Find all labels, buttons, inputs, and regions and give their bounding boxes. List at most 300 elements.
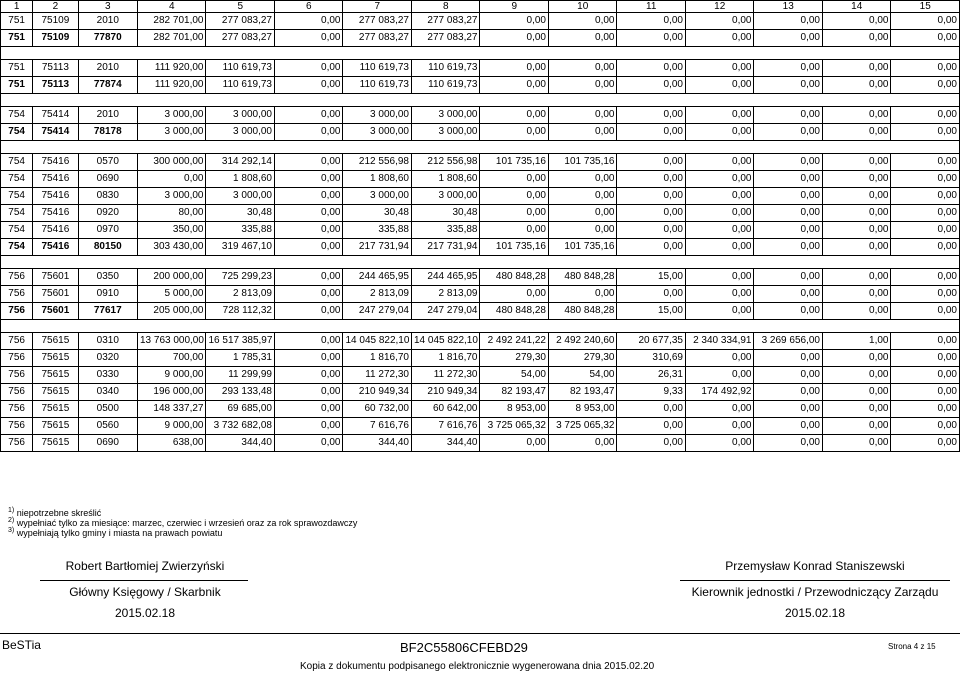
separator-cell <box>1 320 960 333</box>
amount-cell: 0,00 <box>480 435 549 452</box>
amount-cell: 101 735,16 <box>480 239 549 256</box>
amount-cell: 0,00 <box>274 13 343 30</box>
column-number-cell: 4 <box>137 1 206 13</box>
amount-cell: 0,00 <box>274 77 343 94</box>
paragraf-cell: 0320 <box>78 350 137 367</box>
column-number-cell: 10 <box>548 1 617 13</box>
amount-cell: 13 763 000,00 <box>137 333 206 350</box>
column-number-cell: 15 <box>891 1 960 13</box>
amount-cell: 0,00 <box>891 384 960 401</box>
amount-cell: 0,00 <box>754 384 823 401</box>
dzial-cell: 754 <box>1 188 33 205</box>
paragraf-cell: 0340 <box>78 384 137 401</box>
dzial-cell: 754 <box>1 154 33 171</box>
table-row <box>1 286 960 303</box>
paragraf-cell: 2010 <box>78 13 137 30</box>
rozdzial-cell: 75601 <box>33 269 78 286</box>
amount-cell: 0,00 <box>617 401 686 418</box>
amount-cell: 344,40 <box>411 435 480 452</box>
amount-cell: 0,00 <box>754 269 823 286</box>
column-number-cell: 12 <box>685 1 754 13</box>
dzial-cell: 751 <box>1 13 33 30</box>
rozdzial-cell: 75615 <box>33 401 78 418</box>
amount-cell: 3 000,00 <box>343 107 412 124</box>
rozdzial-cell: 75113 <box>33 60 78 77</box>
amount-cell: 0,00 <box>548 60 617 77</box>
amount-cell: 0,00 <box>274 205 343 222</box>
amount-cell: 0,00 <box>685 350 754 367</box>
amount-cell: 0,00 <box>822 269 891 286</box>
left-signer-name: Robert Bartłomiej Zwierzyński <box>65 559 225 573</box>
amount-cell: 0,00 <box>480 30 549 47</box>
amount-cell: 0,00 <box>548 13 617 30</box>
column-number-cell: 13 <box>754 1 823 13</box>
amount-cell: 0,00 <box>617 77 686 94</box>
dzial-cell: 756 <box>1 435 33 452</box>
table-row <box>1 60 960 77</box>
amount-cell: 0,00 <box>822 384 891 401</box>
amount-cell: 0,00 <box>274 303 343 320</box>
amount-cell: 212 556,98 <box>411 154 480 171</box>
amount-cell: 0,00 <box>685 367 754 384</box>
amount-cell: 0,00 <box>891 333 960 350</box>
amount-cell: 335,88 <box>411 222 480 239</box>
dzial-cell: 756 <box>1 286 33 303</box>
amount-cell: 0,00 <box>754 154 823 171</box>
amount-cell: 9 000,00 <box>137 418 206 435</box>
amount-cell: 0,00 <box>891 269 960 286</box>
amount-cell: 0,00 <box>617 222 686 239</box>
table-row-total <box>1 239 960 256</box>
amount-cell: 335,88 <box>206 222 275 239</box>
amount-cell: 0,00 <box>754 401 823 418</box>
rozdzial-cell: 75416 <box>33 239 78 256</box>
amount-cell: 0,00 <box>480 171 549 188</box>
rozdzial-cell: 75615 <box>33 367 78 384</box>
table-row <box>1 13 960 30</box>
amount-cell: 728 112,32 <box>206 303 275 320</box>
amount-cell: 303 430,00 <box>137 239 206 256</box>
amount-cell: 9,33 <box>617 384 686 401</box>
amount-cell: 0,00 <box>891 239 960 256</box>
amount-cell: 0,00 <box>685 239 754 256</box>
amount-cell: 14 045 822,10 <box>411 333 480 350</box>
dzial-cell: 751 <box>1 77 33 94</box>
amount-cell: 3 000,00 <box>206 124 275 141</box>
amount-cell: 0,00 <box>480 286 549 303</box>
amount-cell: 0,00 <box>822 286 891 303</box>
amount-cell: 0,00 <box>685 154 754 171</box>
amount-cell: 110 619,73 <box>206 77 275 94</box>
amount-cell: 0,00 <box>822 239 891 256</box>
amount-cell: 0,00 <box>274 384 343 401</box>
amount-cell: 0,00 <box>274 239 343 256</box>
amount-cell: 3 725 065,32 <box>548 418 617 435</box>
table-row <box>1 107 960 124</box>
paragraf-cell: 78178 <box>78 124 137 141</box>
amount-cell: 82 193,47 <box>548 384 617 401</box>
amount-cell: 0,00 <box>754 303 823 320</box>
amount-cell: 3 000,00 <box>206 107 275 124</box>
table-row <box>1 384 960 401</box>
paragraf-cell: 0570 <box>78 154 137 171</box>
paragraf-cell: 2010 <box>78 107 137 124</box>
amount-cell: 0,00 <box>274 269 343 286</box>
amount-cell: 0,00 <box>548 77 617 94</box>
amount-cell: 54,00 <box>548 367 617 384</box>
amount-cell: 0,00 <box>891 154 960 171</box>
paragraf-cell: 0560 <box>78 418 137 435</box>
amount-cell: 1 816,70 <box>411 350 480 367</box>
amount-cell: 3 000,00 <box>343 188 412 205</box>
amount-cell: 344,40 <box>206 435 275 452</box>
table-row-total <box>1 30 960 47</box>
amount-cell: 11 299,99 <box>206 367 275 384</box>
footer-app-name: BeSTia <box>2 638 41 652</box>
amount-cell: 0,00 <box>480 77 549 94</box>
amount-cell: 0,00 <box>754 435 823 452</box>
amount-cell: 277 083,27 <box>411 30 480 47</box>
amount-cell: 0,00 <box>480 60 549 77</box>
amount-cell: 0,00 <box>822 418 891 435</box>
amount-cell: 0,00 <box>685 171 754 188</box>
amount-cell: 0,00 <box>822 435 891 452</box>
amount-cell: 16 517 385,97 <box>206 333 275 350</box>
dzial-cell: 756 <box>1 269 33 286</box>
amount-cell: 0,00 <box>822 350 891 367</box>
amount-cell: 217 731,94 <box>343 239 412 256</box>
amount-cell: 0,00 <box>685 205 754 222</box>
amount-cell: 110 619,73 <box>411 77 480 94</box>
amount-cell: 110 619,73 <box>343 77 412 94</box>
amount-cell: 1 808,60 <box>206 171 275 188</box>
amount-cell: 0,00 <box>754 286 823 303</box>
column-number-cell: 5 <box>206 1 275 13</box>
amount-cell: 0,00 <box>617 124 686 141</box>
amount-cell: 0,00 <box>274 286 343 303</box>
column-number-cell: 6 <box>274 1 343 13</box>
dzial-cell: 754 <box>1 239 33 256</box>
dzial-cell: 754 <box>1 124 33 141</box>
right-signer-date: 2015.02.18 <box>784 606 846 620</box>
amount-cell: 480 848,28 <box>480 269 549 286</box>
rozdzial-cell: 75109 <box>33 30 78 47</box>
column-number-cell: 2 <box>33 1 78 13</box>
group-separator-row <box>1 141 960 154</box>
amount-cell: 15,00 <box>617 269 686 286</box>
amount-cell: 0,00 <box>548 222 617 239</box>
table-row <box>1 350 960 367</box>
amount-cell: 174 492,92 <box>685 384 754 401</box>
table-row <box>1 205 960 222</box>
amount-cell: 0,00 <box>685 13 754 30</box>
amount-cell: 310,69 <box>617 350 686 367</box>
rozdzial-cell: 75414 <box>33 107 78 124</box>
amount-cell: 0,00 <box>480 205 549 222</box>
amount-cell: 110 619,73 <box>411 60 480 77</box>
amount-cell: 0,00 <box>548 435 617 452</box>
amount-cell: 11 272,30 <box>411 367 480 384</box>
rozdzial-cell: 75601 <box>33 286 78 303</box>
amount-cell: 344,40 <box>343 435 412 452</box>
amount-cell: 0,00 <box>685 418 754 435</box>
amount-cell: 0,00 <box>822 77 891 94</box>
amount-cell: 0,00 <box>617 154 686 171</box>
dzial-cell: 754 <box>1 171 33 188</box>
table-row <box>1 435 960 452</box>
amount-cell: 2 813,09 <box>343 286 412 303</box>
amount-cell: 0,00 <box>822 401 891 418</box>
amount-cell: 480 848,28 <box>548 269 617 286</box>
amount-cell: 0,00 <box>274 367 343 384</box>
rozdzial-cell: 75416 <box>33 205 78 222</box>
amount-cell: 0,00 <box>891 401 960 418</box>
amount-cell: 0,00 <box>891 350 960 367</box>
dzial-cell: 754 <box>1 222 33 239</box>
amount-cell: 3 725 065,32 <box>480 418 549 435</box>
amount-cell: 0,00 <box>480 13 549 30</box>
amount-cell: 277 083,27 <box>343 13 412 30</box>
amount-cell: 110 619,73 <box>206 60 275 77</box>
amount-cell: 200 000,00 <box>137 269 206 286</box>
left-signer-date: 2015.02.18 <box>114 606 176 620</box>
amount-cell: 0,00 <box>548 205 617 222</box>
rozdzial-cell: 75615 <box>33 333 78 350</box>
amount-cell: 0,00 <box>274 350 343 367</box>
amount-cell: 0,00 <box>685 107 754 124</box>
paragraf-cell: 77874 <box>78 77 137 94</box>
group-separator-row <box>1 47 960 60</box>
amount-cell: 277 083,27 <box>206 13 275 30</box>
amount-cell: 0,00 <box>754 367 823 384</box>
amount-cell: 0,00 <box>617 30 686 47</box>
amount-cell: 0,00 <box>480 124 549 141</box>
amount-cell: 277 083,27 <box>343 30 412 47</box>
amount-cell: 0,00 <box>685 401 754 418</box>
table-row <box>1 171 960 188</box>
amount-cell: 0,00 <box>548 188 617 205</box>
paragraf-cell: 77870 <box>78 30 137 47</box>
paragraf-cell: 0910 <box>78 286 137 303</box>
table-row <box>1 367 960 384</box>
amount-cell: 1,00 <box>822 333 891 350</box>
amount-cell: 0,00 <box>891 303 960 320</box>
amount-cell: 279,30 <box>548 350 617 367</box>
separator-cell <box>1 47 960 60</box>
footer-page-number: Strona 4 z 15 <box>888 642 936 651</box>
amount-cell: 282 701,00 <box>137 30 206 47</box>
amount-cell: 0,00 <box>891 418 960 435</box>
amount-cell: 3 732 682,08 <box>206 418 275 435</box>
amount-cell: 8 953,00 <box>480 401 549 418</box>
amount-cell: 0,00 <box>617 205 686 222</box>
amount-cell: 0,00 <box>137 171 206 188</box>
amount-cell: 101 735,16 <box>548 154 617 171</box>
amount-cell: 3 000,00 <box>137 188 206 205</box>
amount-cell: 0,00 <box>754 77 823 94</box>
dzial-cell: 756 <box>1 401 33 418</box>
amount-cell: 0,00 <box>754 350 823 367</box>
amount-cell: 0,00 <box>617 188 686 205</box>
amount-cell: 30,48 <box>343 205 412 222</box>
amount-cell: 82 193,47 <box>480 384 549 401</box>
amount-cell: 111 920,00 <box>137 60 206 77</box>
amount-cell: 638,00 <box>137 435 206 452</box>
rozdzial-cell: 75113 <box>33 77 78 94</box>
amount-cell: 0,00 <box>891 60 960 77</box>
dzial-cell: 751 <box>1 30 33 47</box>
amount-cell: 0,00 <box>822 205 891 222</box>
amount-cell: 0,00 <box>891 13 960 30</box>
amount-cell: 5 000,00 <box>137 286 206 303</box>
dzial-cell: 756 <box>1 367 33 384</box>
amount-cell: 0,00 <box>548 107 617 124</box>
footnote-2: $^{2)}$ wypełniać tylko za miesiące: marzec, czerwiec i wrzesień oraz za rok sprawozdawczy <box>8 517 358 528</box>
amount-cell: 20 677,35 <box>617 333 686 350</box>
amount-cell: 244 465,95 <box>411 269 480 286</box>
amount-cell: 0,00 <box>754 205 823 222</box>
footer-copy-note: Kopia z dokumentu podpisanego elektronicznie wygenerowana dnia 2015.02.20 <box>300 661 655 672</box>
amount-cell: 60 642,00 <box>411 401 480 418</box>
amount-cell: 0,00 <box>891 30 960 47</box>
amount-cell: 700,00 <box>137 350 206 367</box>
amount-cell: 1 808,60 <box>343 171 412 188</box>
amount-cell: 2 492 241,22 <box>480 333 549 350</box>
dzial-cell: 754 <box>1 205 33 222</box>
amount-cell: 0,00 <box>274 107 343 124</box>
amount-cell: 0,00 <box>685 269 754 286</box>
amount-cell: 0,00 <box>617 13 686 30</box>
amount-cell: 205 000,00 <box>137 303 206 320</box>
amount-cell: 0,00 <box>548 171 617 188</box>
amount-cell: 0,00 <box>822 30 891 47</box>
rozdzial-cell: 75615 <box>33 418 78 435</box>
column-number-cell: 11 <box>617 1 686 13</box>
amount-cell: 0,00 <box>822 124 891 141</box>
amount-cell: 8 953,00 <box>548 401 617 418</box>
table-row <box>1 401 960 418</box>
amount-cell: 0,00 <box>822 367 891 384</box>
paragraf-cell: 0690 <box>78 171 137 188</box>
amount-cell: 2 813,09 <box>411 286 480 303</box>
table-row <box>1 188 960 205</box>
right-signer-name: Przemysław Konrad Staniszewski <box>725 559 905 573</box>
amount-cell: 11 272,30 <box>343 367 412 384</box>
amount-cell: 0,00 <box>685 124 754 141</box>
amount-cell: 279,30 <box>480 350 549 367</box>
paragraf-cell: 0830 <box>78 188 137 205</box>
amount-cell: 0,00 <box>754 13 823 30</box>
amount-cell: 9 000,00 <box>137 367 206 384</box>
paragraf-cell: 0330 <box>78 367 137 384</box>
amount-cell: 0,00 <box>548 286 617 303</box>
column-number-cell: 9 <box>480 1 549 13</box>
amount-cell: 480 848,28 <box>548 303 617 320</box>
rozdzial-cell: 75416 <box>33 222 78 239</box>
group-separator-row <box>1 256 960 269</box>
amount-cell: 0,00 <box>754 171 823 188</box>
amount-cell: 0,00 <box>754 418 823 435</box>
amount-cell: 0,00 <box>822 13 891 30</box>
amount-cell: 0,00 <box>274 188 343 205</box>
amount-cell: 0,00 <box>548 124 617 141</box>
amount-cell: 2 492 240,60 <box>548 333 617 350</box>
amount-cell: 3 000,00 <box>411 188 480 205</box>
amount-cell: 26,31 <box>617 367 686 384</box>
amount-cell: 217 731,94 <box>411 239 480 256</box>
amount-cell: 0,00 <box>754 239 823 256</box>
dzial-cell: 756 <box>1 303 33 320</box>
paragraf-cell: 0690 <box>78 435 137 452</box>
amount-cell: 2 813,09 <box>206 286 275 303</box>
amount-cell: 0,00 <box>617 60 686 77</box>
amount-cell: 1 816,70 <box>343 350 412 367</box>
column-number-cell: 3 <box>78 1 137 13</box>
amount-cell: 0,00 <box>480 222 549 239</box>
table-row <box>1 269 960 286</box>
amount-cell: 0,00 <box>274 124 343 141</box>
amount-cell: 111 920,00 <box>137 77 206 94</box>
rozdzial-cell: 75109 <box>33 13 78 30</box>
amount-cell: 0,00 <box>548 30 617 47</box>
amount-cell: 196 000,00 <box>137 384 206 401</box>
amount-cell: 212 556,98 <box>343 154 412 171</box>
separator-cell <box>1 141 960 154</box>
amount-cell: 3 269 656,00 <box>754 333 823 350</box>
amount-cell: 319 467,10 <box>206 239 275 256</box>
separator-cell <box>1 94 960 107</box>
amount-cell: 148 337,27 <box>137 401 206 418</box>
amount-cell: 0,00 <box>274 435 343 452</box>
amount-cell: 3 000,00 <box>206 188 275 205</box>
dzial-cell: 751 <box>1 60 33 77</box>
amount-cell: 0,00 <box>480 107 549 124</box>
amount-cell: 0,00 <box>822 154 891 171</box>
amount-cell: 293 133,48 <box>206 384 275 401</box>
amount-cell: 480 848,28 <box>480 303 549 320</box>
amount-cell: 0,00 <box>617 286 686 303</box>
amount-cell: 3 000,00 <box>137 107 206 124</box>
separator-cell <box>1 256 960 269</box>
amount-cell: 0,00 <box>891 205 960 222</box>
amount-cell: 282 701,00 <box>137 13 206 30</box>
amount-cell: 0,00 <box>617 107 686 124</box>
paragraf-cell: 0310 <box>78 333 137 350</box>
amount-cell: 210 949,34 <box>343 384 412 401</box>
amount-cell: 0,00 <box>822 303 891 320</box>
group-separator-row <box>1 320 960 333</box>
amount-cell: 0,00 <box>274 30 343 47</box>
amount-cell: 0,00 <box>274 401 343 418</box>
amount-cell: 244 465,95 <box>343 269 412 286</box>
table-row <box>1 154 960 171</box>
paragraf-cell: 0920 <box>78 205 137 222</box>
amount-cell: 0,00 <box>685 286 754 303</box>
column-number-cell: 14 <box>822 1 891 13</box>
amount-cell: 0,00 <box>685 222 754 239</box>
amount-cell: 0,00 <box>685 30 754 47</box>
dzial-cell: 754 <box>1 107 33 124</box>
amount-cell: 7 616,76 <box>411 418 480 435</box>
amount-cell: 0,00 <box>685 60 754 77</box>
group-separator-row <box>1 94 960 107</box>
amount-cell: 14 045 822,10 <box>343 333 412 350</box>
amount-cell: 101 735,16 <box>480 154 549 171</box>
amount-cell: 15,00 <box>617 303 686 320</box>
table-row <box>1 333 960 350</box>
amount-cell: 0,00 <box>685 188 754 205</box>
amount-cell: 0,00 <box>274 171 343 188</box>
